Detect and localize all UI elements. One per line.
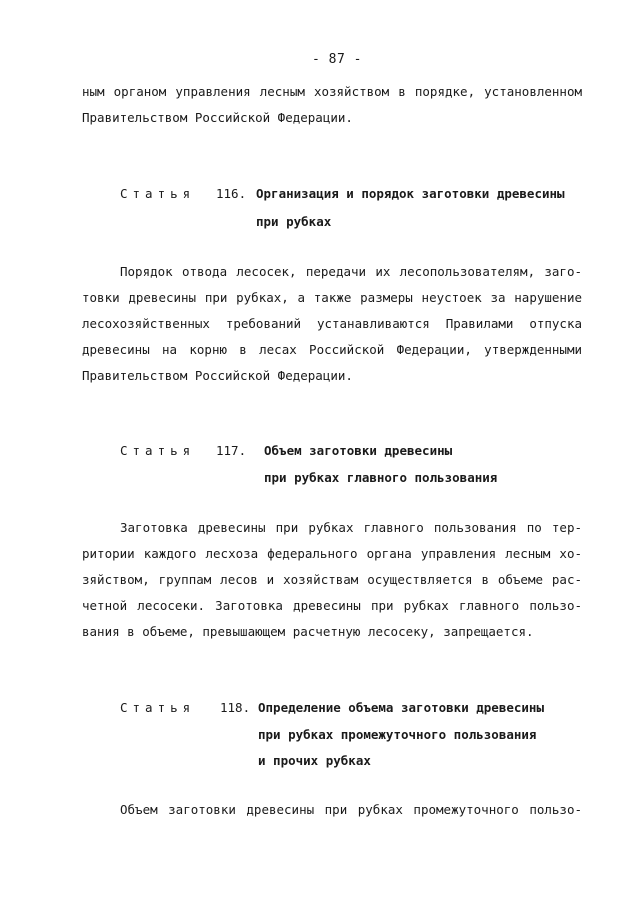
paragraph-line: ритории каждого лесхоза федерального органа управления лесным хо- (82, 546, 582, 561)
article-title: Объем заготовки древесины (264, 443, 453, 458)
article-number: 118. (220, 700, 251, 715)
paragraph-line: Правительством Российской Федерации. (82, 368, 353, 383)
intro-line: Правительством Российской Федерации. (82, 110, 353, 125)
paragraph-line: лесохозяйственных требований устанавливаются Правилами отпуска (82, 316, 582, 331)
article-title: при рубках (256, 214, 332, 229)
paragraph-line: вания в объеме, превышающем расчетную лесосеку, запрещается. (82, 624, 534, 639)
article-label: Статья (120, 443, 196, 458)
page-number: - 87 - (312, 52, 362, 67)
paragraph-line: Порядок отвода лесосек, передачи их лесопользователям, заго- (120, 264, 582, 279)
article-title: Определение объема заготовки древесины (258, 700, 544, 715)
article-title: и прочих рубках (258, 753, 371, 768)
article-label: Статья (120, 186, 196, 201)
article-number: 117. (216, 443, 247, 458)
article-title: при рубках главного пользования (264, 470, 498, 485)
paragraph-line: Заготовка древесины при рубках главного пользования по тер- (120, 520, 582, 535)
article-title: при рубках промежуточного пользования (258, 727, 537, 742)
paragraph-line: товки древесины при рубках, а также размеры неустоек за нарушение (82, 290, 582, 305)
paragraph-line: Объем заготовки древесины при рубках промежуточного пользо- (120, 802, 582, 817)
article-title: Организация и порядок заготовки древесины (256, 186, 565, 201)
article-label: Статья (120, 700, 196, 715)
article-number: 116. (216, 186, 247, 201)
intro-line: ным органом управления лесным хозяйством в порядке, установленном (82, 84, 582, 99)
paragraph-line: зяйством, группам лесов и хозяйствам осуществляется в объеме рас- (82, 572, 582, 587)
paragraph-line: древесины на корню в лесах Российской Федерации, утвержденными (82, 342, 582, 357)
paragraph-line: четной лесосеки. Заготовка древесины при рубках главного пользо- (82, 598, 582, 613)
